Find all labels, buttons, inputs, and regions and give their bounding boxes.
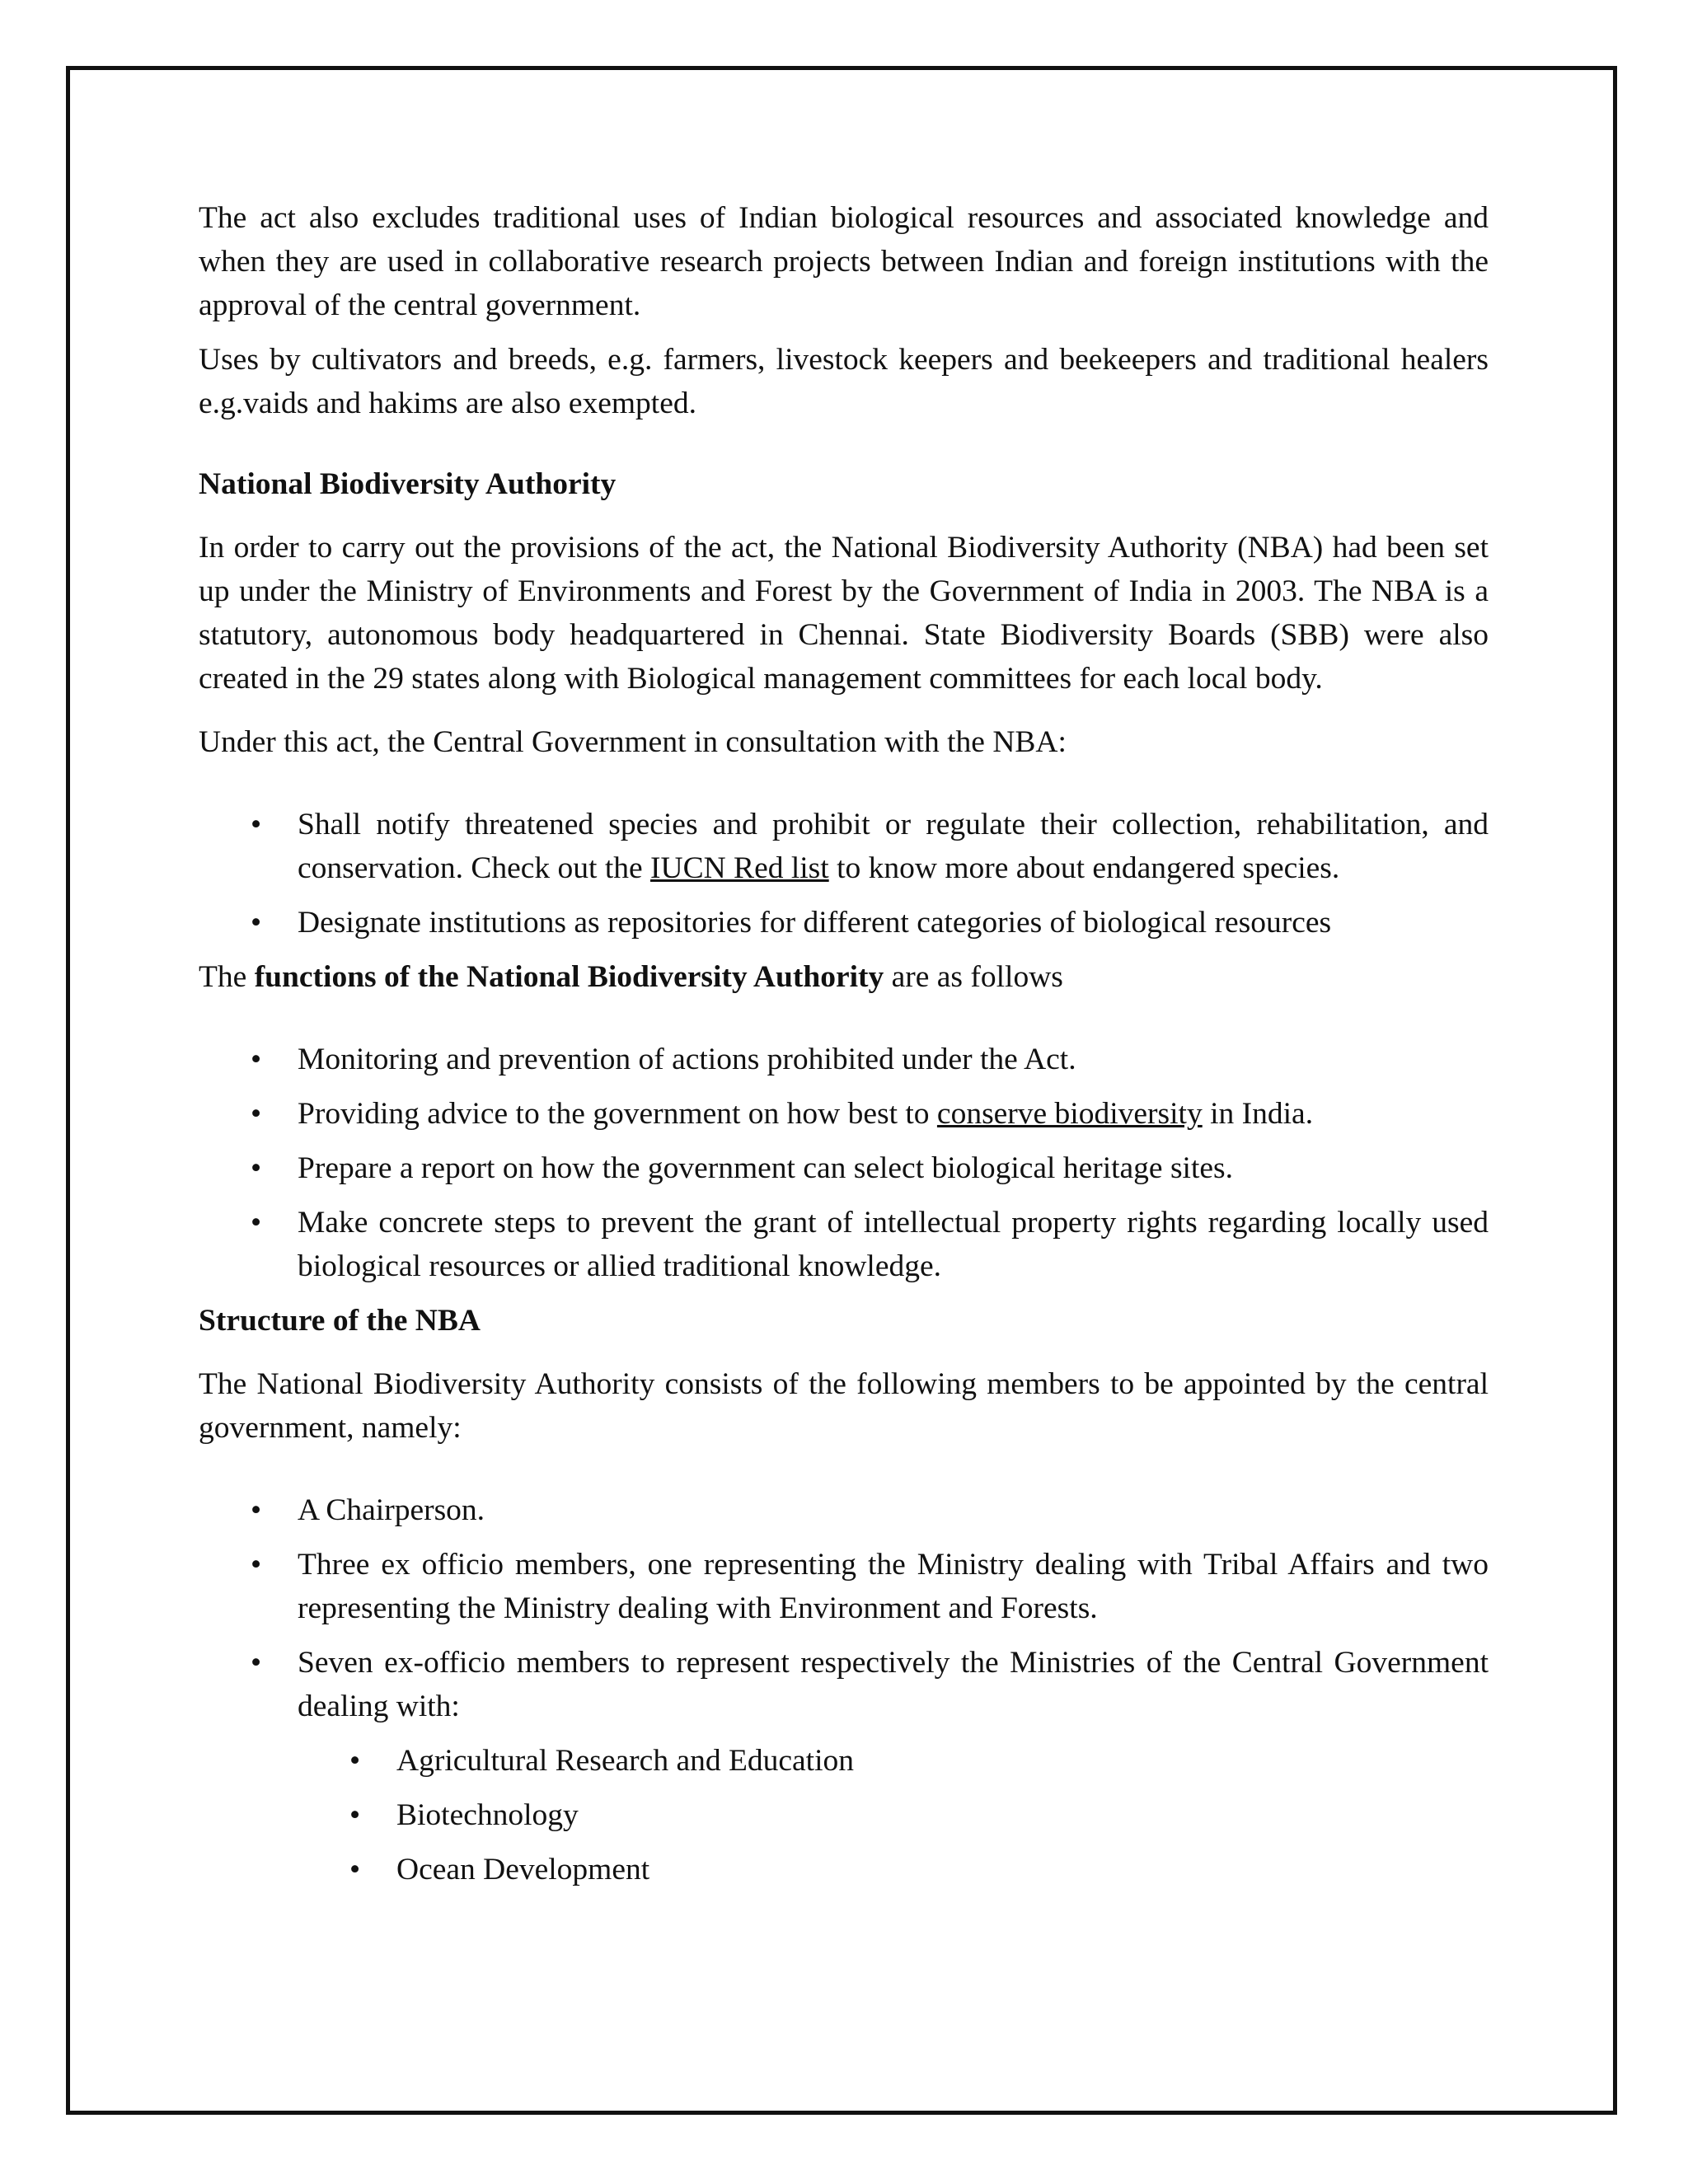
- bullet-icon: •: [251, 1151, 262, 1185]
- bullet-icon: •: [251, 1097, 262, 1131]
- document-body: [199, 196, 1489, 1891]
- paragraph-nba-setup: In order to carry out the provisions of the act, the National Biodiversity Authority (NBA) had been set up under the Ministry of Environments and Forest by the Government of India in 2003. The NBA is a statutory, autonomous body headquartered in Chennai. State Biodiversity Boards (SBB) were also created in the 29 states along with Biological management committees for each local body.: [199, 531, 1489, 696]
- list-ministries: [349, 1739, 1489, 1891]
- paragraph-functions-intro: The functions of the National Biodiversity Authority are as follows: [199, 960, 1063, 994]
- list-item: • Three ex officio members, one representing the Ministry dealing with Tribal Affairs and two representing the Ministry dealing with Environment and Forests.: [298, 1543, 1489, 1630]
- list-item: • Shall notify threatened species and prohibit or regulate their collection, rehabilitation, and conservation. Check out the IUCN Red list to know more about endangered species.: [298, 803, 1489, 890]
- list-item: • Monitoring and prevention of actions prohibited under the Act.: [298, 1038, 1489, 1081]
- bullet-icon: •: [251, 1548, 262, 1582]
- list-nba-functions: [251, 1038, 1489, 1288]
- list-item: • Agricultural Research and Education: [396, 1739, 1489, 1783]
- list-item: • Providing advice to the government on how best to conserve biodiversity in India.: [298, 1092, 1489, 1136]
- list-item: • Designate institutions as repositories for different categories of biological resources: [298, 901, 1489, 944]
- list-item: • Seven ex-officio members to represent respectively the Ministries of the Central Government dealing with: • Agricultural Research and Education • Biotechnology • Ocean Development: [298, 1641, 1489, 1891]
- heading-structure-of-nba: Structure of the NBA: [199, 1304, 481, 1338]
- bullet-icon: •: [251, 1646, 262, 1680]
- iucn-red-list-link[interactable]: IUCN Red list: [650, 851, 829, 885]
- list-item: • A Chairperson.: [298, 1488, 1489, 1532]
- conserve-biodiversity-link[interactable]: conserve biodiversity: [936, 1097, 1203, 1131]
- bullet-icon: •: [251, 808, 262, 841]
- paragraph-exemptions: Uses by cultivators and breeds, e.g. farmers, livestock keepers and beekeepers and traditional healers e.g.vaids and hakims are also exempted.: [199, 343, 1489, 420]
- bullet-icon: •: [251, 906, 262, 940]
- heading-national-biodiversity-authority: National Biodiversity Authority: [199, 467, 617, 501]
- bullet-icon: •: [349, 1798, 361, 1832]
- list-item: • Biotechnology: [396, 1793, 1489, 1837]
- list-item: • Make concrete steps to prevent the grant of intellectual property rights regarding locally used biological resources or allied traditional knowledge.: [298, 1201, 1489, 1288]
- bullet-icon: •: [251, 1043, 262, 1076]
- paragraph-central-government: Under this act, the Central Government in consultation with the NBA:: [199, 725, 1067, 759]
- list-nba-members: [251, 1488, 1489, 1891]
- paragraph-structure-intro: The National Biodiversity Authority consists of the following members to be appointed by the central government, namely:: [199, 1367, 1489, 1445]
- bullet-icon: •: [349, 1744, 361, 1778]
- list-item: • Prepare a report on how the government can select biological heritage sites.: [298, 1146, 1489, 1190]
- paragraph-exclusions: The act also excludes traditional uses of Indian biological resources and associated knowledge and when they are used in collaborative research projects between Indian and foreign institutions with the approval of the central government.: [199, 201, 1489, 322]
- bullet-icon: •: [251, 1206, 262, 1240]
- bullet-icon: •: [251, 1493, 262, 1527]
- bullet-icon: •: [349, 1853, 361, 1886]
- list-central-government-duties: [251, 803, 1489, 944]
- list-item: • Ocean Development: [396, 1848, 1489, 1891]
